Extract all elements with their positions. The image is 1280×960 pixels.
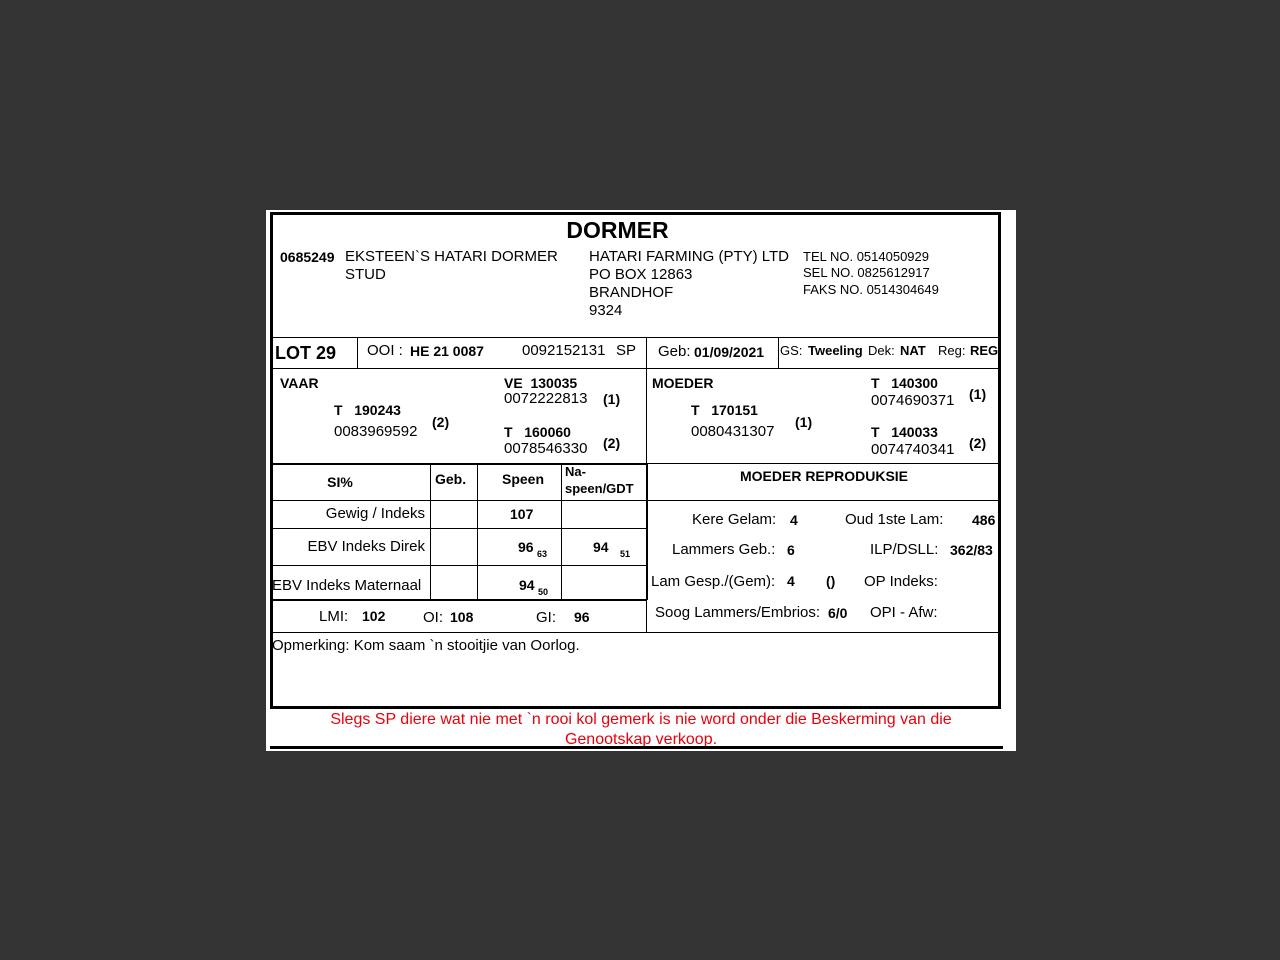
geb-header: Geb. [435, 471, 467, 487]
dam-dam-number: 0074740341 [871, 441, 955, 458]
protection-notice: Slegs SP diere wat nie met `n rooi kol gemerk is nie word onder die Beskerming van die Genootskap verkoop. [330, 711, 952, 748]
si-header: SI% [327, 474, 353, 490]
divider [270, 337, 1001, 338]
divider [647, 500, 1001, 501]
ooi-value: HE 21 0087 [410, 343, 484, 359]
row-direk-naspeen: 94 [593, 539, 609, 555]
oi-value: 108 [450, 609, 474, 625]
dam-sire-number: 0074690371 [871, 392, 955, 409]
reg-label: Reg: [938, 343, 966, 358]
kere-gelam-label: Kere Gelam: [692, 511, 777, 528]
tel-number: TEL NO. 0514050929 [803, 249, 929, 264]
stud-name-line1: EKSTEEN`S HATARI DORMER [345, 248, 558, 265]
divider [270, 500, 647, 501]
row-direk-label: EBV Indeks Direk [307, 538, 425, 555]
divider [270, 599, 647, 601]
ilp-label: ILP/DSLL: [870, 541, 939, 558]
postcode: 9324 [589, 302, 623, 319]
divider [270, 463, 647, 465]
address-line1: PO BOX 12863 [589, 266, 693, 283]
divider [270, 565, 647, 566]
dam-sire-id: T 140300 [871, 375, 938, 391]
remark: Opmerking: Kom saam `n stooitjie van Oorlog. [272, 637, 580, 654]
divider [778, 337, 779, 368]
sire-sire-number: 0072222813 [504, 390, 588, 407]
oi-label: OI: [423, 609, 444, 626]
speen-header: Speen [502, 471, 545, 487]
naspeen-header-1: Na- [565, 464, 586, 479]
divider [270, 632, 1001, 633]
faks-number: FAKS NO. 0514304649 [803, 282, 939, 297]
soog-label: Soog Lammers/Embrios: [655, 604, 821, 621]
status-sp: SP [616, 342, 637, 359]
reproduction-title: MOEDER REPRODUKSIE [739, 468, 909, 484]
row-direk-speen-sub: 63 [537, 549, 548, 559]
kere-gelam-value: 4 [790, 512, 798, 528]
sire-count: (2) [432, 414, 450, 430]
dam-dam-id: T 140033 [871, 424, 938, 440]
address-line2: BRANDHOF [589, 284, 674, 301]
divider [430, 465, 431, 600]
dam-number: 0080431307 [691, 423, 775, 440]
divider [646, 368, 647, 464]
reg-number: 0092152131 [522, 342, 606, 359]
ooi-label: OOI : [367, 342, 403, 359]
divider [270, 528, 647, 529]
gi-label: GI: [536, 609, 557, 626]
row-gewig-label: Gewig / Indeks [325, 505, 425, 522]
dek-label: Dek: [868, 343, 895, 358]
lammers-geb-value: 6 [787, 542, 795, 558]
dam-id: T 170151 [691, 402, 758, 418]
lam-gesp-value: 4 [787, 573, 795, 589]
lot-number: LOT 29 [275, 343, 337, 363]
dam-sire-count: (1) [969, 386, 987, 402]
sire-number: 0083969592 [334, 423, 418, 440]
row-direk-naspeen-sub: 51 [620, 549, 631, 559]
oud-lam-label: Oud 1ste Lam: [845, 511, 944, 528]
soog-value: 6/0 [828, 605, 848, 621]
row-maternaal-label: EBV Indeks Maternaal [272, 577, 422, 594]
row-gewig-speen: 107 [510, 506, 534, 522]
divider [477, 465, 478, 600]
dam-dam-count: (2) [969, 435, 987, 451]
op-indeks-label: OP Indeks: [864, 573, 938, 590]
breeder-number: 0685249 [280, 249, 335, 265]
row-maternaal-speen-sub: 50 [538, 587, 549, 597]
sire-sire-count: (1) [603, 391, 621, 407]
geb-value: 01/09/2021 [694, 344, 765, 360]
gs-label: GS: [780, 343, 803, 358]
divider [646, 600, 647, 632]
divider [647, 463, 1001, 464]
company-name: HATARI FARMING (PTY) LTD [589, 248, 790, 265]
oud-lam-value: 486 [972, 512, 996, 528]
ilp-value: 362/83 [950, 542, 993, 558]
lmi-value: 102 [362, 608, 386, 624]
dam-count: (1) [795, 414, 813, 430]
geb-label: Geb: [658, 343, 691, 360]
gs-value: Tweeling [808, 343, 863, 358]
sire-dam-id: T 160060 [504, 424, 571, 440]
lam-gesp-label: Lam Gesp./(Gem): [651, 573, 776, 590]
divider [646, 337, 647, 368]
sire-dam-count: (2) [603, 435, 621, 451]
stud-name-line2: STUD [345, 266, 386, 283]
reg-value: REG [970, 343, 999, 358]
naspeen-header-2: speen/GDT [565, 481, 634, 496]
sire-dam-number: 0078546330 [504, 440, 588, 457]
sire-sire-id: VE 130035 [504, 375, 578, 391]
bottom-rule [270, 746, 1003, 749]
moeder-label: MOEDER [652, 375, 714, 391]
breed-title: DORMER [566, 217, 669, 243]
dek-value: NAT [900, 343, 926, 358]
divider [561, 465, 562, 600]
lot-card [266, 210, 1016, 751]
lammers-geb-label: Lammers Geb.: [672, 541, 776, 558]
gi-value: 96 [574, 609, 590, 625]
sel-number: SEL NO. 0825612917 [803, 265, 930, 280]
lmi-label: LMI: [319, 608, 349, 625]
opi-afw-label: OPI - Afw: [870, 604, 938, 621]
lam-gesp-gem: () [826, 573, 836, 589]
vaar-label: VAAR [280, 375, 319, 391]
row-maternaal-speen: 94 [519, 577, 535, 593]
divider [270, 368, 1001, 369]
sire-id: T 190243 [334, 402, 401, 418]
divider [357, 337, 358, 368]
row-direk-speen: 96 [518, 539, 534, 555]
